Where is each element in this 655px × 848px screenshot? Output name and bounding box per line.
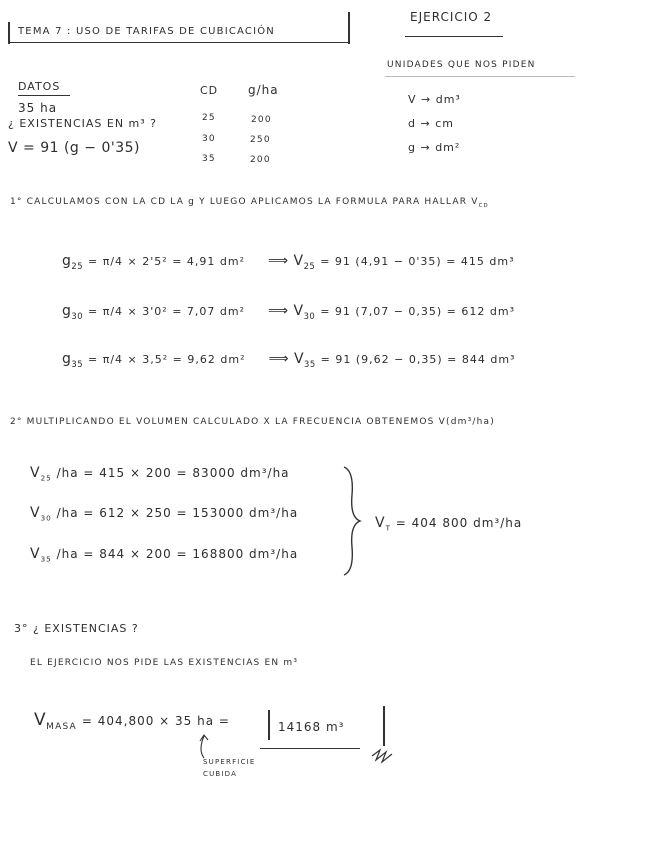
step2-row-35 xyxy=(30,546,298,563)
table-g-1: 200 xyxy=(251,115,272,125)
topic-title: TEMA 7 : USO DE TARIFAS DE CUBICACIÓN xyxy=(18,26,275,37)
vt-sub: T xyxy=(385,523,391,533)
step2-title: 2° MULTIPLICANDO EL VOLUMEN CALCULADO X LA FRECUENCIA OBTENEMOS V(dm³/ha) xyxy=(10,417,495,427)
step1-title-text: 1° CALCULAMOS CON LA CD LA g Y LUEGO APLICAMOS LA FORMULA PARA HALLAR V xyxy=(10,197,479,207)
v-label: V xyxy=(30,546,41,562)
table-header-cd: CD xyxy=(200,84,219,97)
step3-title: 3° ¿ EXISTENCIAS ? xyxy=(14,622,139,635)
unit-volume: V → dm³ xyxy=(408,93,461,106)
datos-title: DATOS xyxy=(18,80,61,93)
step1-title-sub: CD xyxy=(478,202,489,209)
v-sub: 25 xyxy=(303,260,316,271)
step2-row-25 xyxy=(30,465,290,482)
final-result: 14168 m³ xyxy=(278,720,345,734)
implies-arrow: ⟹ xyxy=(268,351,290,367)
final-expression: = 404,800 × 35 ha = xyxy=(81,714,230,728)
datos-underline xyxy=(18,95,70,96)
unit-basal-area: g → dm² xyxy=(408,141,461,154)
units-title: UNIDADES QUE NOS PIDEN xyxy=(387,60,536,70)
units-underline xyxy=(385,76,575,77)
annotation-arrow xyxy=(196,732,212,760)
v-sub: 35 xyxy=(304,358,316,369)
implies-arrow: ⟹ xyxy=(267,303,289,319)
v-label: V xyxy=(293,303,304,319)
datos-area: 35 ha xyxy=(18,101,58,115)
v-result: = 91 (7,07 − 0,35) = 612 dm³ xyxy=(320,305,515,318)
v-expr: /ha = 415 × 200 = 83000 dm³/ha xyxy=(56,466,290,480)
grouping-brace xyxy=(340,465,366,577)
g-sub: 25 xyxy=(71,260,84,271)
table-cd-2: 30 xyxy=(202,134,216,144)
annotation-line2: CUBIDA xyxy=(203,770,238,778)
result-box-right xyxy=(383,706,385,746)
exercise-title: EJERCICIO 2 xyxy=(410,10,493,24)
v-masa-label: V xyxy=(34,710,47,730)
v-label: V xyxy=(293,253,304,269)
final-equation xyxy=(34,710,230,732)
v-sub: 35 xyxy=(40,554,52,564)
step1-row-35 xyxy=(62,351,515,369)
emphasis-scribble xyxy=(370,746,394,764)
v-masa-sub: MASA xyxy=(46,721,77,732)
table-cd-1: 25 xyxy=(202,113,216,123)
g-label: g xyxy=(62,253,72,269)
step1-row-30 xyxy=(62,303,515,321)
vt-label: V xyxy=(375,515,386,531)
table-g-2: 250 xyxy=(250,135,271,145)
v-sub: 30 xyxy=(303,310,316,321)
table-cd-3: 35 xyxy=(202,154,216,164)
table-g-3: 200 xyxy=(250,155,271,165)
header-left-border xyxy=(8,22,10,44)
v-label: V xyxy=(30,465,41,481)
table-header-g-ha: g/ha xyxy=(248,83,279,97)
v-label: V xyxy=(30,505,41,521)
v-result: = 91 (4,91 − 0'35) = 415 dm³ xyxy=(320,255,515,268)
g-label: g xyxy=(62,303,72,319)
g-calc: = π/4 × 3'0² = 7,07 dm² xyxy=(88,305,246,318)
g-label: g xyxy=(62,351,72,367)
step1-row-25 xyxy=(62,253,515,271)
header-underline xyxy=(8,42,348,43)
annotation-line1: SUPERFICIE xyxy=(203,758,256,766)
vt-value: = 404 800 dm³/ha xyxy=(395,516,523,530)
step3-note: EL EJERCICIO NOS PIDE LAS EXISTENCIAS EN m³ xyxy=(30,658,299,668)
result-underline xyxy=(260,748,360,749)
g-sub: 35 xyxy=(71,358,84,369)
v-expr: /ha = 844 × 200 = 168800 dm³/ha xyxy=(56,547,299,561)
v-result: = 91 (9,62 − 0,35) = 844 dm³ xyxy=(320,353,516,366)
datos-formula: V = 91 (g − 0'35) xyxy=(8,140,140,156)
result-box-left xyxy=(268,710,270,740)
datos-question: ¿ EXISTENCIAS EN m³ ? xyxy=(8,117,158,130)
implies-arrow: ⟹ xyxy=(267,253,289,269)
v-sub: 25 xyxy=(40,473,52,483)
g-calc: = π/4 × 3,5² = 9,62 dm² xyxy=(88,353,246,366)
header-right-border xyxy=(348,12,350,44)
step2-row-30 xyxy=(30,505,298,522)
step1-title xyxy=(10,197,489,209)
exercise-underline xyxy=(405,36,503,37)
v-sub: 30 xyxy=(40,513,52,523)
step2-total xyxy=(375,515,522,532)
v-expr: /ha = 612 × 250 = 153000 dm³/ha xyxy=(56,506,299,520)
unit-diameter: d → cm xyxy=(408,117,454,130)
g-sub: 30 xyxy=(71,310,84,321)
g-calc: = π/4 × 2'5² = 4,91 dm² xyxy=(88,255,246,268)
v-label: V xyxy=(293,351,305,367)
